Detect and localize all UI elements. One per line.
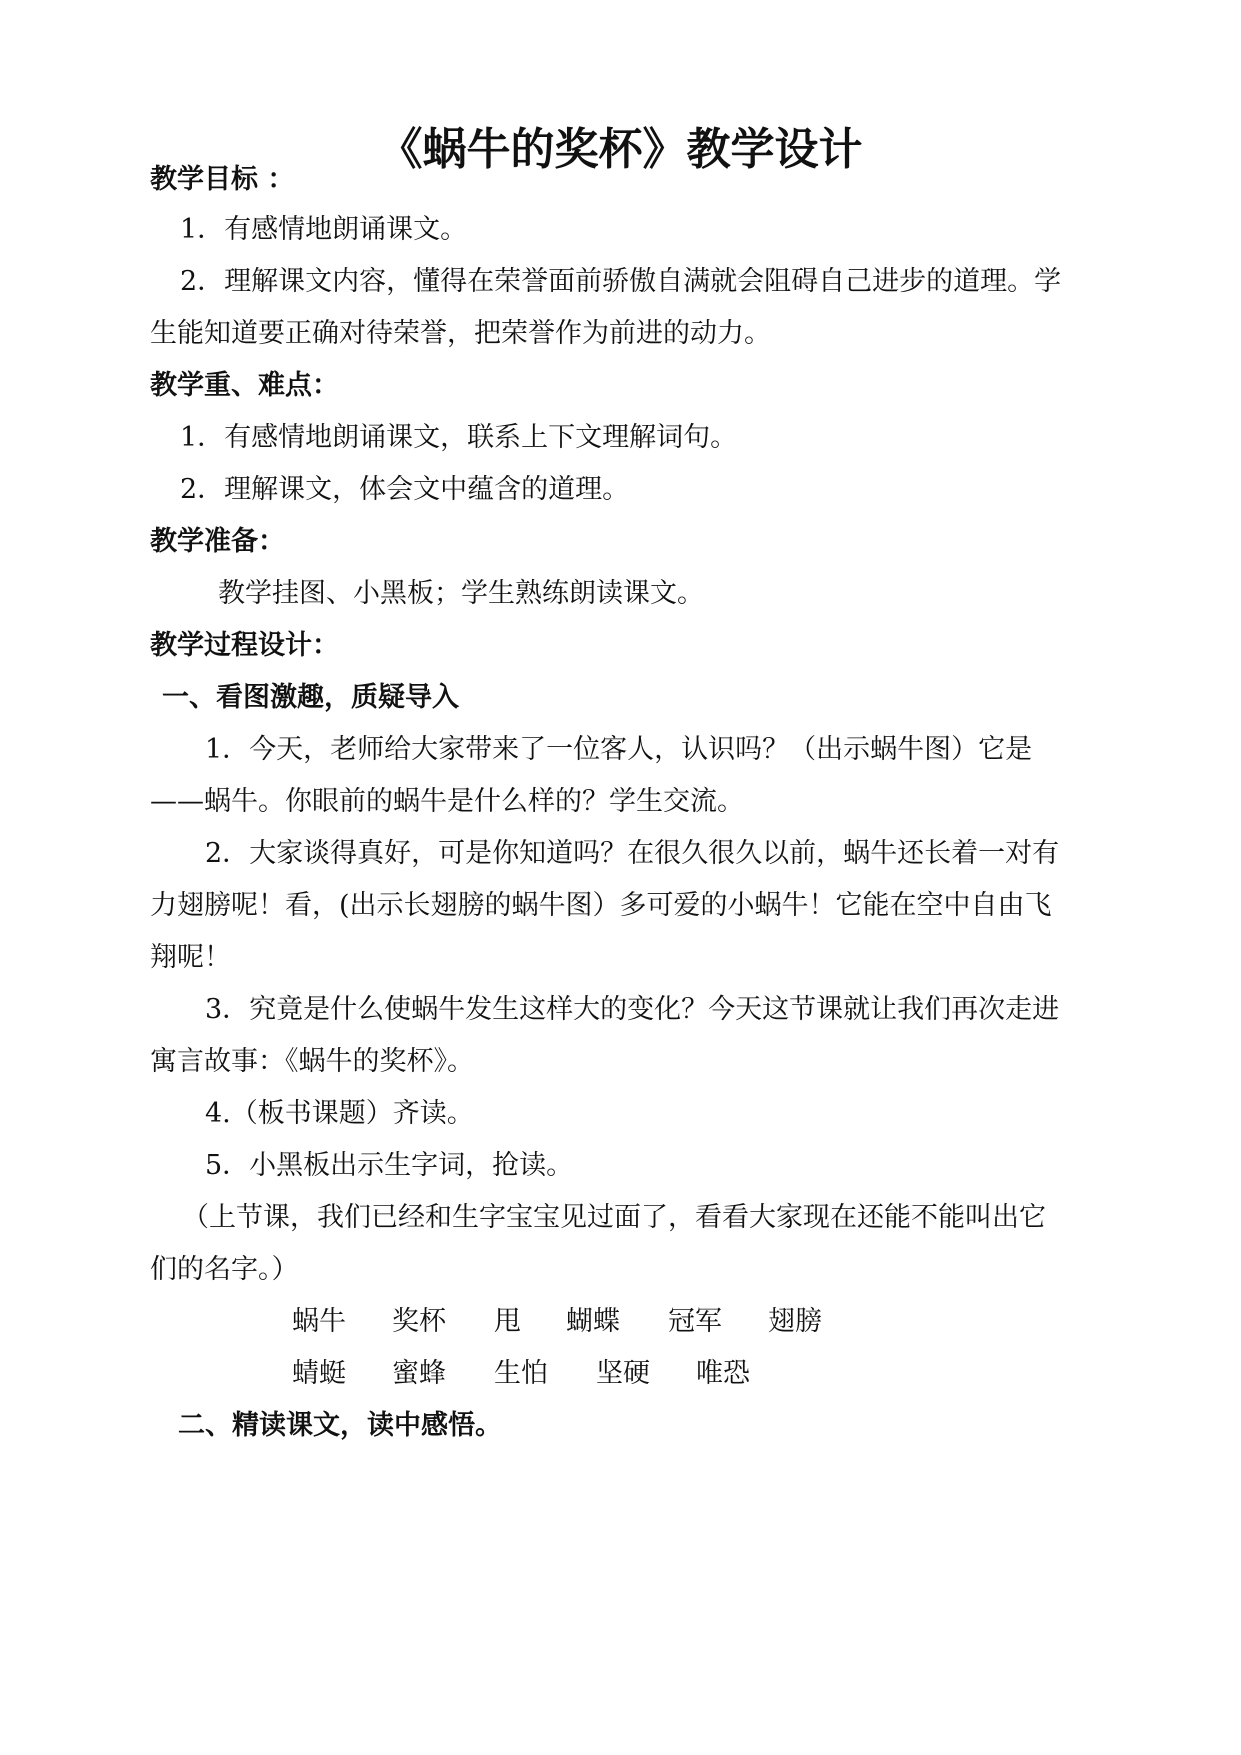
process-line-7: 寓言故事：《蜗牛的奖杯》。: [150, 1046, 474, 1077]
page-title: 《蜗牛的奖杯》教学设计: [378, 124, 863, 175]
section-1-heading: 一、看图激趣，质疑导入: [162, 682, 459, 713]
section-2-heading: 二、精读课文，读中感悟。: [178, 1410, 502, 1441]
process-line-3: 2．大家谈得真好，可是你知道吗？在很久很久以前，蜗牛还长着一对有: [205, 838, 1060, 869]
key-point-item-2: 2．理解课文，体会文中蕴含的道理。: [180, 474, 630, 505]
vocab-word: 生怕: [494, 1358, 548, 1389]
objectives-heading: 教学目标 ：: [150, 164, 295, 195]
process-line-6: 3．究竟是什么使蜗牛发生这样大的变化？今天这节课就让我们再次走进: [205, 994, 1060, 1025]
process-line-9: 5．小黑板出示生字词，抢读。: [205, 1150, 574, 1181]
process-line-11: 们的名字。）: [150, 1254, 299, 1285]
vocab-word: 奖杯: [392, 1306, 446, 1337]
preparation-heading: 教学准备：: [150, 526, 285, 557]
vocab-word: 蜜蜂: [392, 1358, 446, 1389]
vocab-word: 坚硬: [596, 1358, 650, 1389]
vocab-word: 蜻蜓: [292, 1358, 346, 1389]
process-line-1: 1．今天，老师给大家带来了一位客人，认识吗？（出示蜗牛图）它是: [205, 734, 1033, 765]
process-heading: 教学过程设计：: [150, 630, 339, 661]
process-line-2: ——蜗牛。你眼前的蜗牛是什么样的？学生交流。: [150, 786, 744, 817]
preparation-text: 教学挂图、小黑板；学生熟练朗读课文。: [218, 578, 704, 609]
process-line-8: 4.（板书课题）齐读。: [205, 1098, 474, 1129]
vocab-word: 唯恐: [696, 1358, 750, 1389]
vocab-word: 蝴蝶: [566, 1306, 620, 1337]
objective-item-2: 2．理解课文内容，懂得在荣誉面前骄傲自满就会阻碍自己进步的道理。学: [180, 266, 1062, 297]
vocab-word: 蜗牛: [292, 1306, 346, 1337]
process-line-10: （上节课，我们已经和生字宝宝见过面了，看看大家现在还能不能叫出它: [182, 1202, 1046, 1233]
key-point-item-1: 1．有感情地朗诵课文，联系上下文理解词句。: [180, 422, 738, 453]
process-line-5: 翔呢！: [150, 942, 231, 973]
vocab-word: 甩: [494, 1306, 521, 1337]
vocab-word: 翅膀: [768, 1306, 822, 1337]
objective-item-1: 1．有感情地朗诵课文。: [180, 214, 468, 245]
process-line-4: 力翅膀呢！看，(出示长翅膀的蜗牛图）多可爱的小蜗牛！它能在空中自由飞: [150, 890, 1052, 921]
key-points-heading: 教学重、难点：: [150, 370, 339, 401]
vocab-word: 冠军: [668, 1306, 722, 1337]
objective-item-2-cont: 生能知道要正确对待荣誉，把荣誉作为前进的动力。: [150, 318, 771, 349]
